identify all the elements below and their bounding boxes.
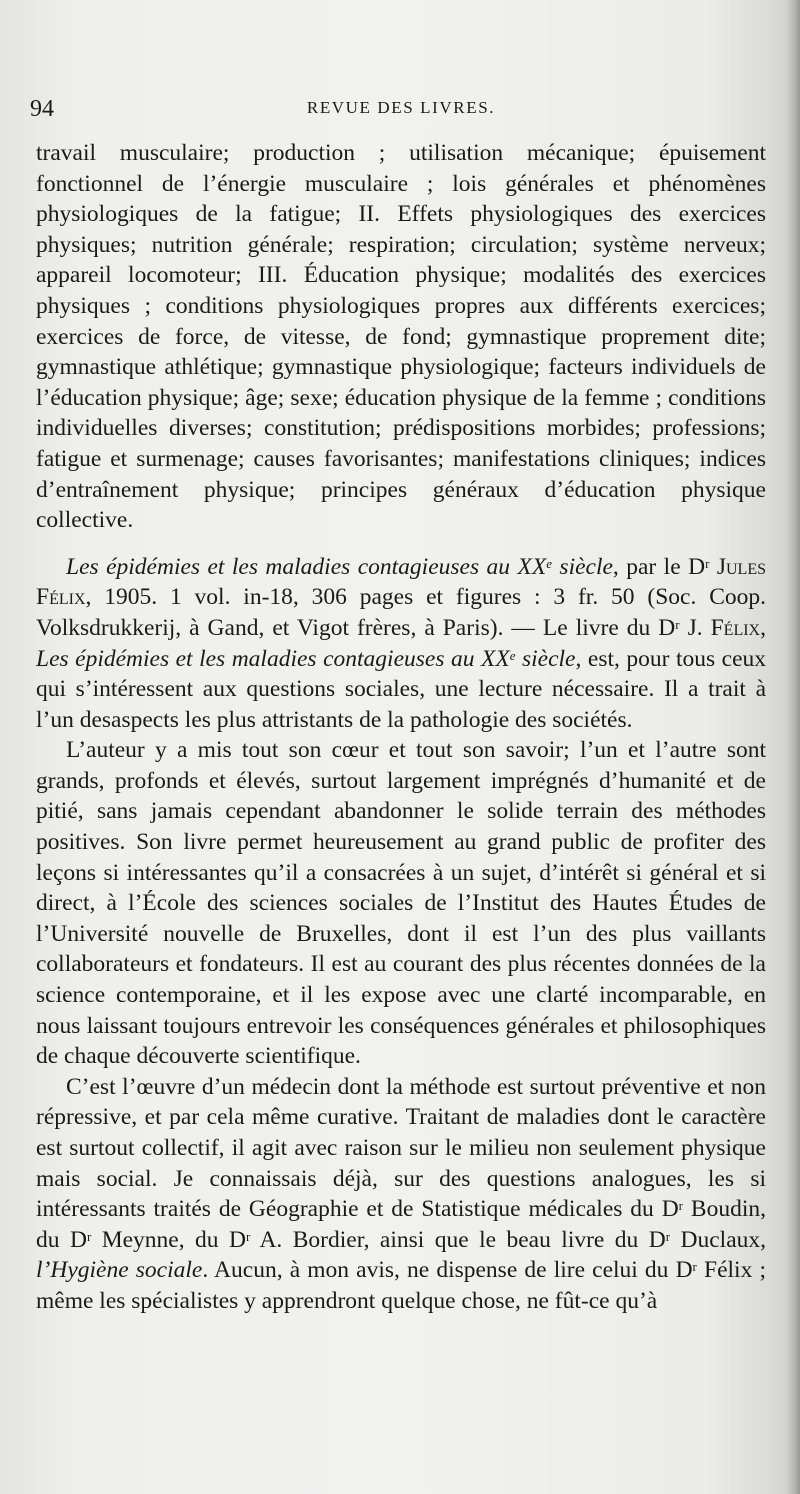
page-header: [30, 96, 772, 126]
book-title: Les épidémies et les maladies contagieuses au XXe siècle: [66, 553, 613, 580]
paragraph-2: L’auteur y a mis tout son cœur et tout son savoir; l’un et l’autre sont grands, profonds et élevés, surtout largement imprégnés d’humanité et de pitié, sans jamais cependant abandonner le solide terrain des méthodes positives. Son livre permet heureusement au grand public de profiter des leçons si intéressantes qu’il a consacrées à un sujet, d’intérêt si général et si direct, à l’École des sciences sociales de l’Institut des Hautes Études de l’Université nouvelle de Bruxelles, dont il est l’un des plus vaillants collaborateurs et fondateurs. Il est au courant des plus récentes données de la science contemporaine, et il les expose avec une clarté incomparable, en nous laissant toujours entrevoir les conséquences générales et philosophiques de chaque découverte scientifique.: [36, 737, 766, 1070]
page-edge-shadow: [786, 0, 800, 1494]
author-name: Jules Félix: [36, 553, 766, 611]
book-title-repeat: Les épidémies et les maladies contagieuses au XXe siècle: [36, 645, 576, 672]
author-name-short: J. Félix: [679, 614, 761, 641]
page-number: 94: [30, 96, 54, 122]
toc-paragraph: travail musculaire; production ; utilisation mécanique; épuisement fonctionnel de l’énergie musculaire ; lois générales et phénomènes physiologiques de la fatigue; II. Effets physiologiques des exercices physiques; nutrition générale; respiration; circulation; système nerveux; appareil locomoteur; III. Éducation physique; modalités des exercices physiques ; conditions physiologiques propres aux différents exercices; exercices de force, de vitesse, de fond; gymnastique proprement dite; gymnastique athlétique; gymnastique physiologique; facteurs individuels de l’éducation physique; âge; sexe; éducation physique de la femme ; conditions individuelles diverses; constitution; prédispositions morbides; professions; fatigue et surmenage; causes favorisantes; manifestations cliniques; indices d’entraînement physique; principes généraux d’éducation physique collective.: [36, 140, 766, 534]
running-title: REVUE DES LIVRES.: [306, 98, 496, 117]
hygiene-sociale-title: l’Hygiène sociale: [36, 1257, 203, 1284]
paragraph-3: C’est l’œuvre d’un médecin dont la méthode est surtout préventive et non répressive, et par cela même curative. Traitant de maladies dont le caractère est surtout collectif, il agit avec raison sur le milieu non seulement physique mais social. Je connaissais déjà, sur des questions analogues, les si intéressants traités de Géographie et de Statistique médicales du $D^r$ Boudin, du $D^r$ Meynne, du $D^r$ A. Bordier, ainsi que le beau livre du $D^r$ Duclaux, l’Hygiène sociale. Aucun, à mon avis, ne dispense de lire celui du $D^r$ Félix ; même les spécialistes y apprendront quelque chose, ne fût-ce qu’à: [36, 1073, 767, 1314]
page-body: [36, 138, 766, 1317]
review-paragraph: Les épidémies et les maladies contagieuses au XXe siècle, par le $D^r$ Jules Félix, 1905. 1 vol. in-18, 306 pages et figures : 3 fr. 50 (Soc. Coop. Volksdrukkerij, à Gand, et Vigot frères, à Paris). — Le livre du $D^r$ J. Félix, Les épidémies et les maladies contagieuses au XXe siècle, est, pour tous ceux qui s’intéressent aux questions sociales, une lecture nécessaire. Il a trait à l’un desaspects les plus attristants de la pathologie des sociétés.: [36, 553, 767, 733]
